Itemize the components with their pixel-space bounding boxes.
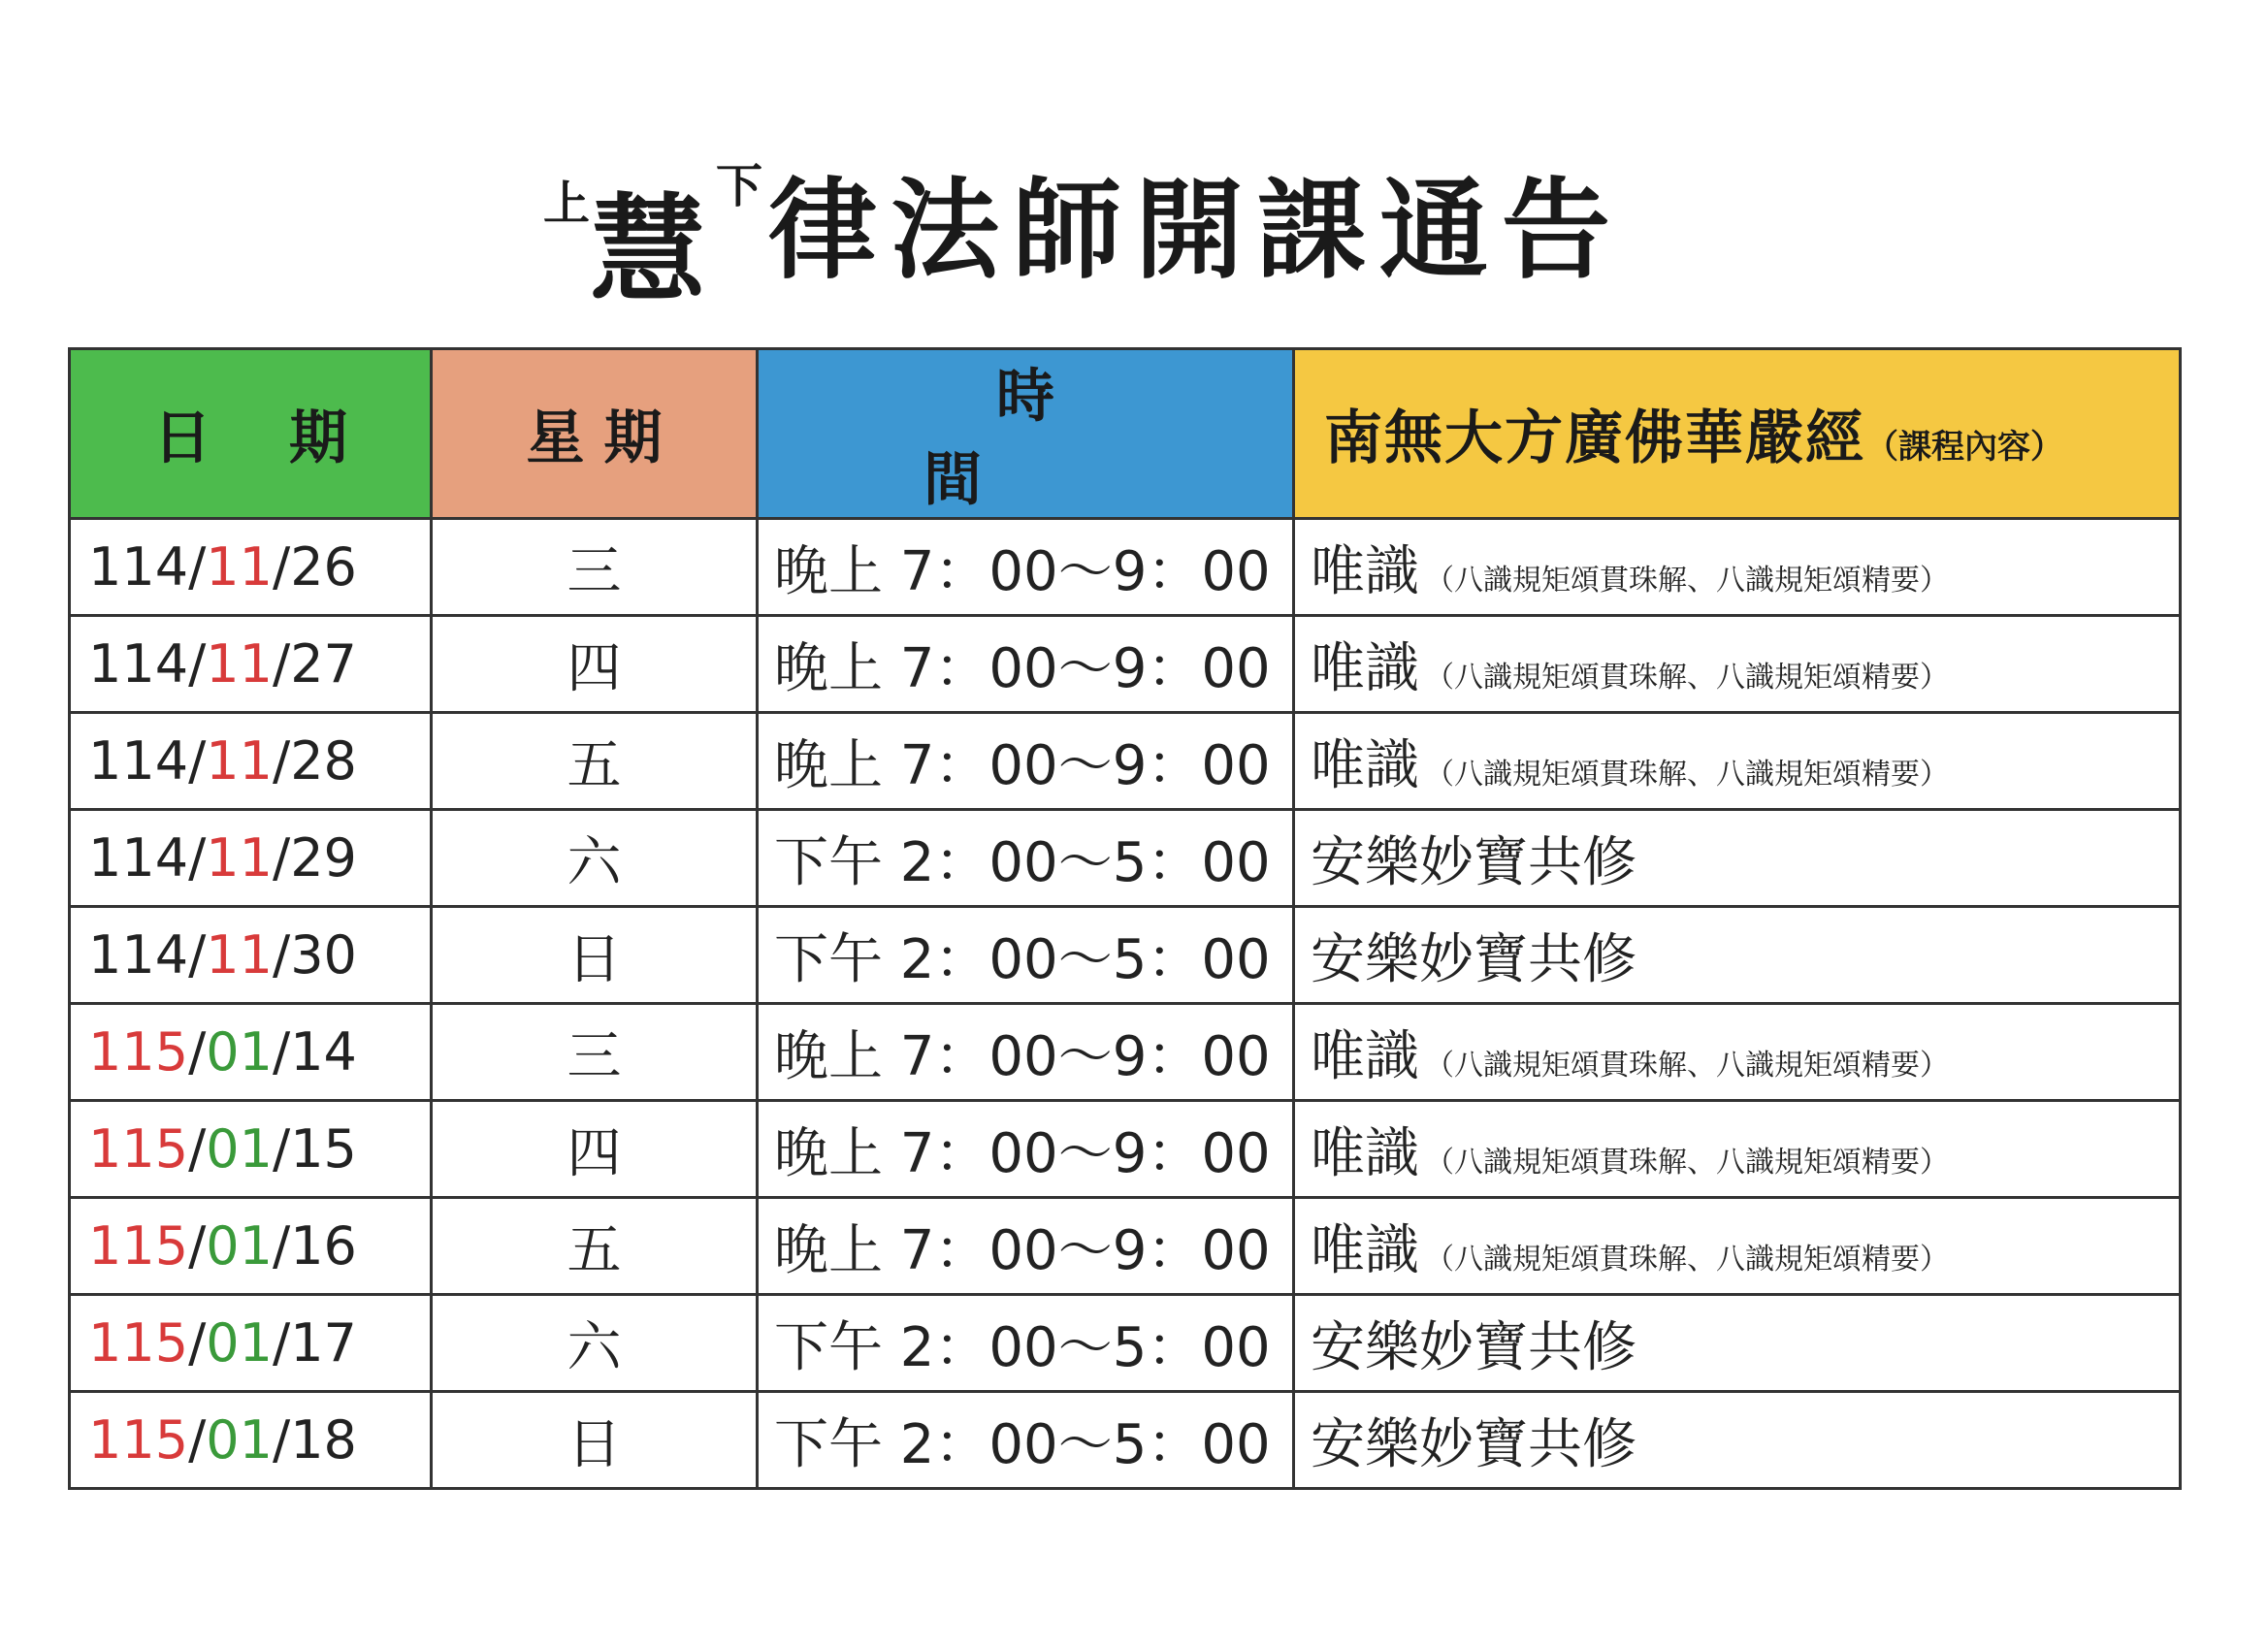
title-name-first: 慧 (590, 181, 713, 318)
date-cell (70, 1392, 432, 1489)
title-rest: 律法師開課通告 (768, 167, 1625, 294)
weekday-cell: 四 (432, 616, 758, 713)
content-label: 唯識 (1311, 636, 1419, 700)
date-day: 16 (290, 1215, 357, 1277)
date-year: 114 (88, 633, 189, 695)
content-note: （八識規矩頌貫珠解、八識規矩頌精要） (1425, 660, 1949, 695)
content-cell (1294, 1198, 2181, 1295)
table-row (70, 1198, 2181, 1295)
table-row (70, 907, 2181, 1004)
date-year: 114 (88, 827, 189, 889)
schedule-table (68, 347, 2182, 1490)
weekday-cell: 三 (432, 1004, 758, 1101)
content-cell (1294, 616, 2181, 713)
time-cell: 下午 2：00～5：00 (758, 1392, 1294, 1489)
content-label: 唯識 (1311, 1121, 1419, 1185)
content-label: 唯識 (1311, 1218, 1419, 1282)
table-row (70, 810, 2181, 907)
content-cell (1294, 713, 2181, 810)
date-month: 01 (206, 1215, 273, 1277)
date-year: 115 (88, 1215, 189, 1277)
content-note: （八識規矩頌貫珠解、八識規矩頌精要） (1425, 757, 1949, 792)
date-month: 11 (206, 633, 273, 695)
weekday-cell: 五 (432, 1198, 758, 1295)
content-note: （八識規矩頌貫珠解、八識規矩頌精要） (1425, 1145, 1949, 1180)
title-small-top: 上 (543, 177, 591, 231)
time-cell: 下午 2：00～5：00 (758, 810, 1294, 907)
date-cell (70, 713, 432, 810)
date-sep: / (188, 536, 207, 598)
weekday-cell: 五 (432, 713, 758, 810)
date-sep: / (188, 1021, 207, 1083)
content-note: （八識規矩頌貫珠解、八識規矩頌精要） (1425, 1242, 1949, 1277)
title-small-second: 下 (716, 159, 763, 213)
time-cell: 晚上 7：00～9：00 (758, 1101, 1294, 1198)
content-cell (1294, 1392, 2181, 1489)
date-sep: / (273, 1118, 291, 1180)
date-cell (70, 616, 432, 713)
content-label: 安樂妙寶共修 (1311, 1412, 1636, 1476)
date-sep: / (273, 1312, 291, 1374)
date-sep: / (273, 827, 291, 889)
date-year: 115 (88, 1118, 189, 1180)
date-day: 17 (290, 1312, 357, 1374)
content-cell (1294, 907, 2181, 1004)
table-row (70, 1004, 2181, 1101)
time-cell: 晚上 7：00～9：00 (758, 1004, 1294, 1101)
header-date: 日期 (70, 349, 432, 519)
date-month: 01 (206, 1312, 273, 1374)
date-sep: / (273, 1021, 291, 1083)
date-day: 28 (290, 730, 357, 792)
page-title (543, 159, 1625, 318)
date-day: 26 (290, 536, 357, 598)
content-cell (1294, 1101, 2181, 1198)
date-cell (70, 1295, 432, 1392)
content-label: 安樂妙寶共修 (1311, 1315, 1636, 1379)
date-sep: / (188, 1215, 207, 1277)
date-sep: / (188, 633, 207, 695)
date-cell (70, 810, 432, 907)
date-month: 01 (206, 1118, 273, 1180)
date-year: 114 (88, 730, 189, 792)
header-content-note: （課程內容） (1865, 428, 2063, 467)
table-row (70, 519, 2181, 616)
time-cell: 晚上 7：00～9：00 (758, 616, 1294, 713)
weekday-cell: 四 (432, 1101, 758, 1198)
date-cell (70, 1198, 432, 1295)
date-month: 11 (206, 730, 273, 792)
weekday-cell: 日 (432, 907, 758, 1004)
date-month: 01 (206, 1021, 273, 1083)
date-sep: / (188, 1312, 207, 1374)
date-year: 114 (88, 536, 189, 598)
date-day: 15 (290, 1118, 357, 1180)
date-sep: / (188, 1118, 207, 1180)
time-cell: 下午 2：00～5：00 (758, 1295, 1294, 1392)
header-content (1294, 349, 2181, 519)
date-sep: / (273, 730, 291, 792)
weekday-cell: 三 (432, 519, 758, 616)
date-sep: / (273, 536, 291, 598)
date-month: 01 (206, 1409, 273, 1471)
table-row (70, 1295, 2181, 1392)
date-cell (70, 1004, 432, 1101)
date-day: 27 (290, 633, 357, 695)
content-cell (1294, 519, 2181, 616)
date-sep: / (188, 827, 207, 889)
date-day: 30 (290, 924, 357, 986)
date-month: 11 (206, 827, 273, 889)
time-cell: 晚上 7：00～9：00 (758, 519, 1294, 616)
weekday-cell: 日 (432, 1392, 758, 1489)
table-row (70, 1101, 2181, 1198)
date-cell (70, 519, 432, 616)
table-row (70, 616, 2181, 713)
date-month: 11 (206, 536, 273, 598)
date-cell (70, 907, 432, 1004)
weekday-cell: 六 (432, 1295, 758, 1392)
content-cell (1294, 1295, 2181, 1392)
content-label: 唯識 (1311, 733, 1419, 797)
date-sep: / (273, 1215, 291, 1277)
date-year: 115 (88, 1312, 189, 1374)
time-cell: 下午 2：00～5：00 (758, 907, 1294, 1004)
date-cell (70, 1101, 432, 1198)
date-sep: / (188, 1409, 207, 1471)
date-sep: / (273, 1409, 291, 1471)
table-row (70, 713, 2181, 810)
content-cell (1294, 1004, 2181, 1101)
header-weekday: 星期 (432, 349, 758, 519)
content-cell (1294, 810, 2181, 907)
date-day: 29 (290, 827, 357, 889)
weekday-cell: 六 (432, 810, 758, 907)
date-year: 114 (88, 924, 189, 986)
content-label: 安樂妙寶共修 (1311, 927, 1636, 991)
date-year: 115 (88, 1409, 189, 1471)
date-day: 18 (290, 1409, 357, 1471)
header-row (70, 349, 2181, 519)
table-row (70, 1392, 2181, 1489)
content-label: 唯識 (1311, 539, 1419, 603)
date-month: 11 (206, 924, 273, 986)
content-label: 唯識 (1311, 1024, 1419, 1088)
date-sep: / (188, 730, 207, 792)
date-year: 115 (88, 1021, 189, 1083)
content-note: （八識規矩頌貫珠解、八識規矩頌精要） (1425, 1048, 1949, 1083)
header-time: 時間 (758, 349, 1294, 519)
header-content-label: 南無大方廣佛華嚴經 (1324, 404, 1865, 472)
date-sep: / (188, 924, 207, 986)
date-day: 14 (290, 1021, 357, 1083)
content-note: （八識規矩頌貫珠解、八識規矩頌精要） (1425, 563, 1949, 598)
time-cell: 晚上 7：00～9：00 (758, 1198, 1294, 1295)
time-cell: 晚上 7：00～9：00 (758, 713, 1294, 810)
content-label: 安樂妙寶共修 (1311, 830, 1636, 894)
date-sep: / (273, 633, 291, 695)
date-sep: / (273, 924, 291, 986)
